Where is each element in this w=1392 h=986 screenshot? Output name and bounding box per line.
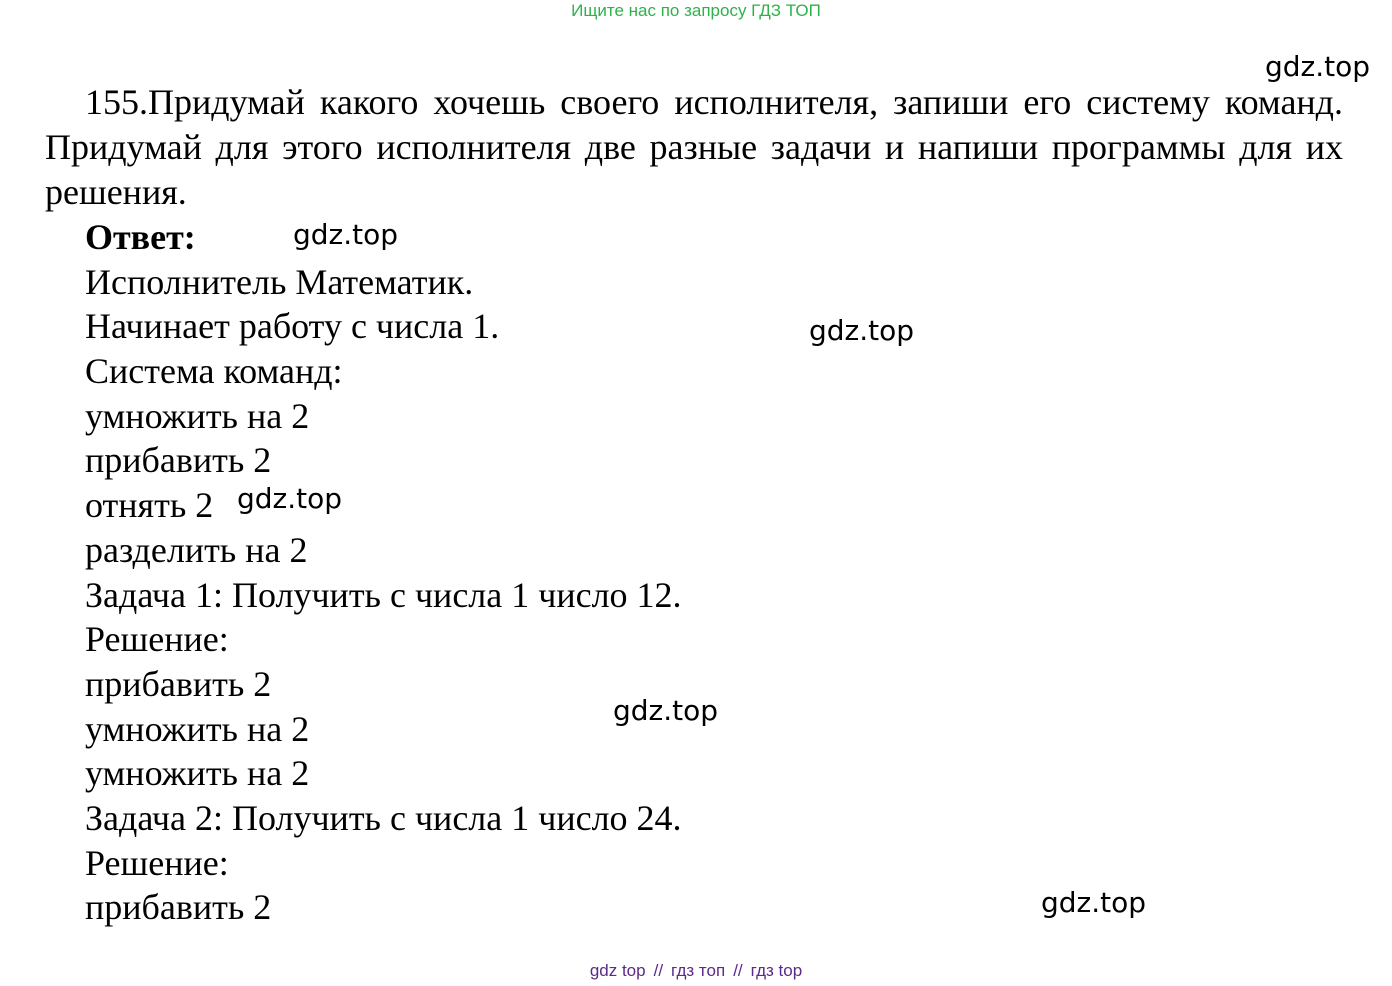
watermark-5: gdz.top	[613, 694, 719, 727]
footer-link-gdz-top-mixed[interactable]: гдз top	[750, 961, 803, 980]
top-banner: Ищите нас по запросу ГДЗ ТОП	[571, 1, 821, 20]
answer-line: умножить на 2	[85, 708, 310, 749]
answer-line: отнять 2	[85, 485, 214, 526]
answer-line: Система команд:	[85, 351, 343, 392]
footer-separator: //	[653, 961, 664, 980]
answer-line: прибавить 2	[85, 663, 272, 704]
answer-line: Исполнитель Математик.	[85, 261, 474, 302]
watermark-6: gdz.top	[1041, 886, 1147, 919]
answer-line: Решение:	[85, 619, 229, 660]
task-statement: 155.Придумай какого хочешь своего исполнителя, запиши его систему команд. Придумай для этого исполнителя две разные задачи и напиши программы для их решения.	[45, 82, 1343, 212]
watermark-3: gdz.top	[809, 314, 915, 347]
answer-block	[45, 215, 1343, 930]
answer-line: прибавить 2	[85, 887, 272, 928]
document-body	[45, 80, 1343, 930]
footer-separator: //	[733, 961, 743, 980]
answer-label: Ответ:	[85, 217, 196, 257]
footer-link-gdz-top-ru[interactable]: гдз топ	[671, 961, 726, 980]
answer-line: Начинает работу с числа 1.	[85, 306, 500, 347]
answer-line: Задача 2: Получить с числа 1 число 24.	[85, 797, 682, 838]
answer-line: умножить на 2	[85, 395, 310, 436]
watermark-4: gdz.top	[237, 482, 343, 515]
footer-link-gdz-top[interactable]: gdz top	[589, 961, 646, 980]
watermark-2: gdz.top	[293, 218, 399, 251]
answer-line: разделить на 2	[85, 529, 308, 570]
watermark-1: gdz.top	[1265, 50, 1371, 83]
bottom-links	[0, 960, 1392, 982]
answer-line: Решение:	[85, 842, 229, 883]
answer-line: Задача 1: Получить с числа 1 число 12.	[85, 574, 682, 615]
answer-line: умножить на 2	[85, 753, 310, 794]
answer-line: прибавить 2	[85, 440, 272, 481]
